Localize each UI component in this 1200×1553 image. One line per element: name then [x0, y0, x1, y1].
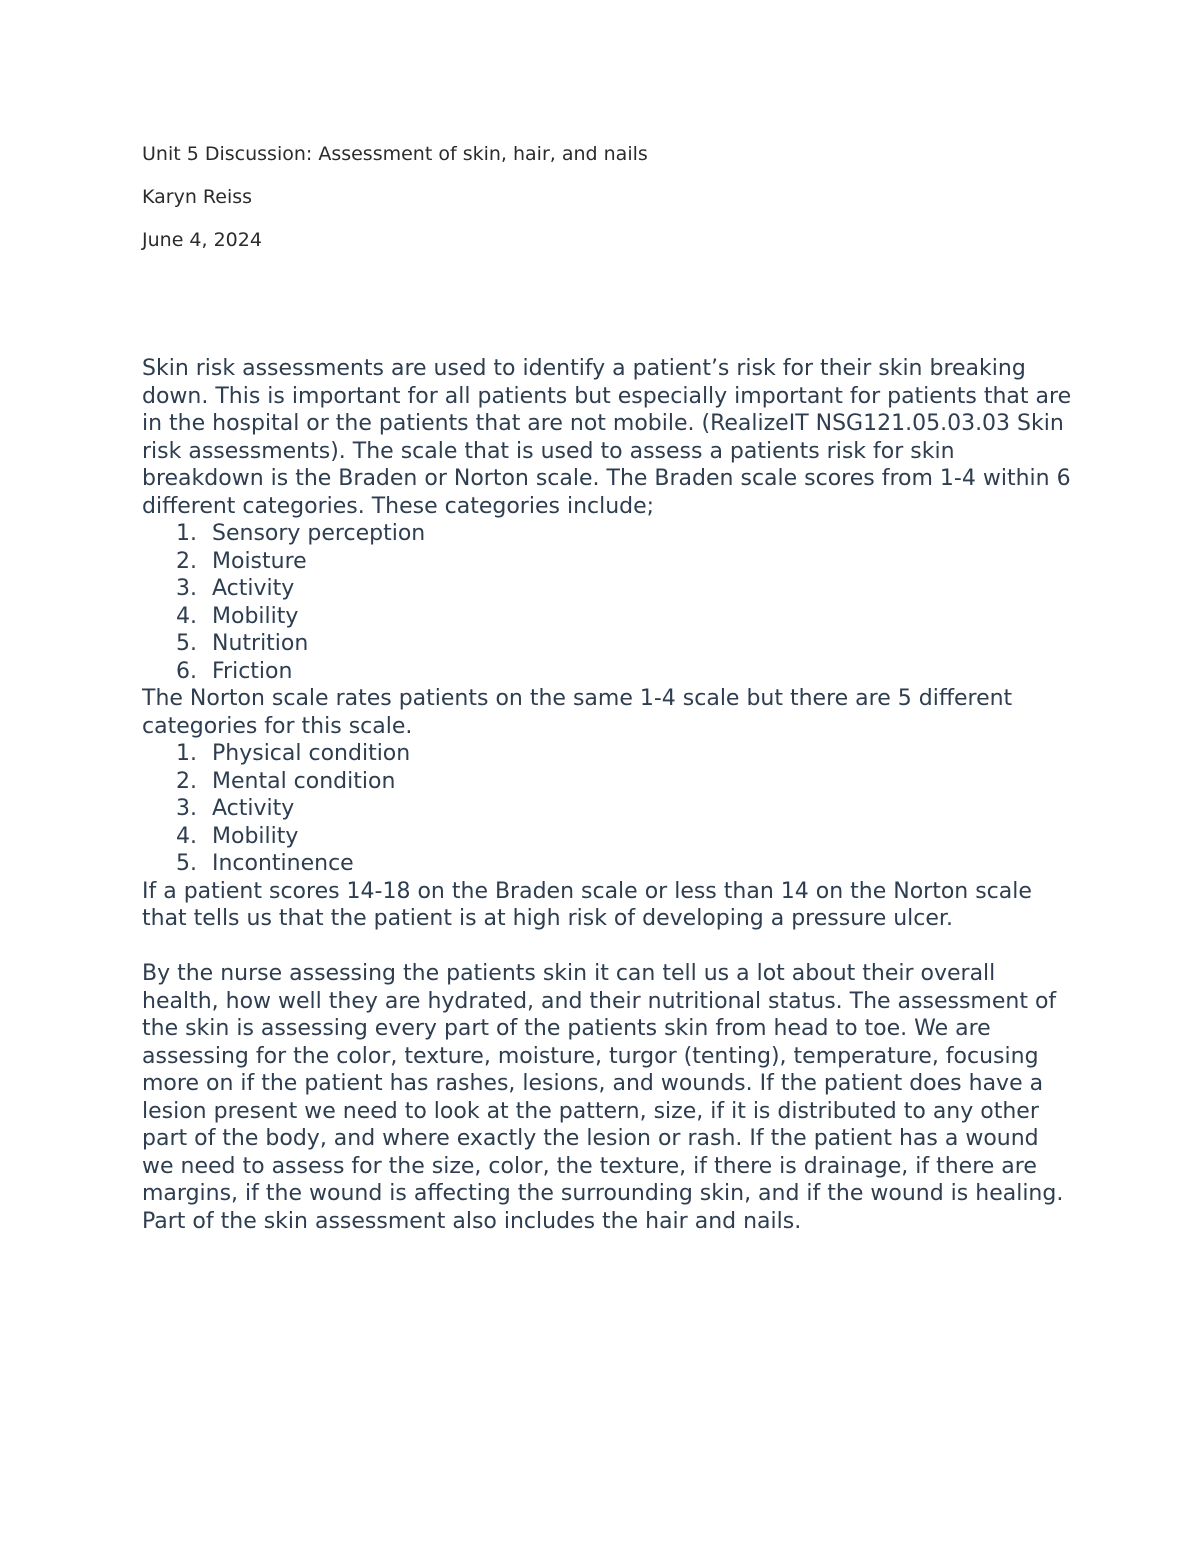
paragraph-skin-assessment: By the nurse assessing the patients skin it can tell us a lot about their overall health, how well they are hydrated, and their nutritional status. The assessment of the skin is assessing every part of the patients skin from head to toe. We are assessing for the color, texture, moisture, turgor (tenting), temperature, focusing more on if the patient has rashes, lesions, and wounds. If the patient does have a lesion present we need to look at the pattern, size, if it is distributed to any other part of the body, and where exactly the lesion or rash. If the patient has a wound we need to assess for the size, color, the texture, if there is drainage, if there are margins, if the wound is affecting the surrounding skin, and if the wound is healing. Part of the skin assessment also includes the hair and nails. [142, 961, 1064, 1234]
author-name: Karyn Reiss [142, 186, 253, 208]
list-item-text: Incontinence [212, 851, 354, 876]
list-number: 4. [176, 823, 197, 849]
list-number: 5. [176, 851, 197, 876]
list-item [142, 658, 1072, 686]
list-item-text: Activity [212, 796, 295, 821]
list-item-text: Nutrition [212, 631, 309, 656]
list-number: 2. [176, 548, 197, 574]
document-body [142, 355, 1072, 1235]
list-item [142, 548, 1072, 576]
list-item-text: Mobility [212, 823, 299, 849]
list-item [142, 520, 1072, 548]
list-item [142, 823, 1072, 851]
list-item-text: Physical condition [212, 741, 411, 766]
document-title: Unit 5 Discussion: Assessment of skin, hair, and nails [142, 143, 648, 165]
list-number: 3. [176, 576, 197, 601]
list-number: 1. [176, 521, 197, 546]
list-item [142, 740, 1072, 768]
paragraph-skin-risk: Skin risk assessments are used to identify a patient’s risk for their skin breaking down. This is important for all patients but especially important for patients that are in the hospital or the patients that are not mobile. (RealizeIT NSG121.05.03.03 Skin risk assessments). The scale that is used to assess a patients risk for skin breakdown is the Braden or Norton scale. The Braden scale scores from 1-4 within 6 different categories. These categories include; [142, 356, 1072, 519]
list-number: 4. [176, 603, 197, 629]
list-item-text: Sensory perception [212, 521, 426, 546]
norton-categories-list [142, 740, 1072, 878]
paragraph-spacer [142, 933, 1072, 961]
list-number: 1. [176, 741, 197, 766]
list-item-text: Moisture [212, 548, 307, 574]
document-date: June 4, 2024 [142, 229, 262, 251]
list-item-text: Mobility [212, 603, 299, 629]
list-item [142, 850, 1072, 878]
list-item [142, 630, 1072, 658]
paragraph-norton-scale: The Norton scale rates patients on the same 1-4 scale but there are 5 different categories for this scale. [142, 686, 1013, 739]
list-item [142, 768, 1072, 796]
list-number: 5. [176, 631, 197, 656]
list-number: 2. [176, 768, 197, 794]
list-item-text: Mental condition [212, 768, 396, 794]
list-item [142, 575, 1072, 603]
list-item [142, 603, 1072, 631]
list-item-text: Activity [212, 576, 295, 601]
list-number: 6. [176, 658, 197, 684]
list-item-text: Friction [212, 658, 293, 684]
braden-categories-list [142, 520, 1072, 685]
list-number: 3. [176, 796, 197, 821]
list-item [142, 795, 1072, 823]
paragraph-risk-scores: If a patient scores 14-18 on the Braden scale or less than 14 on the Norton scale that tells us that the patient is at high risk of developing a pressure ulcer. [142, 878, 1032, 931]
